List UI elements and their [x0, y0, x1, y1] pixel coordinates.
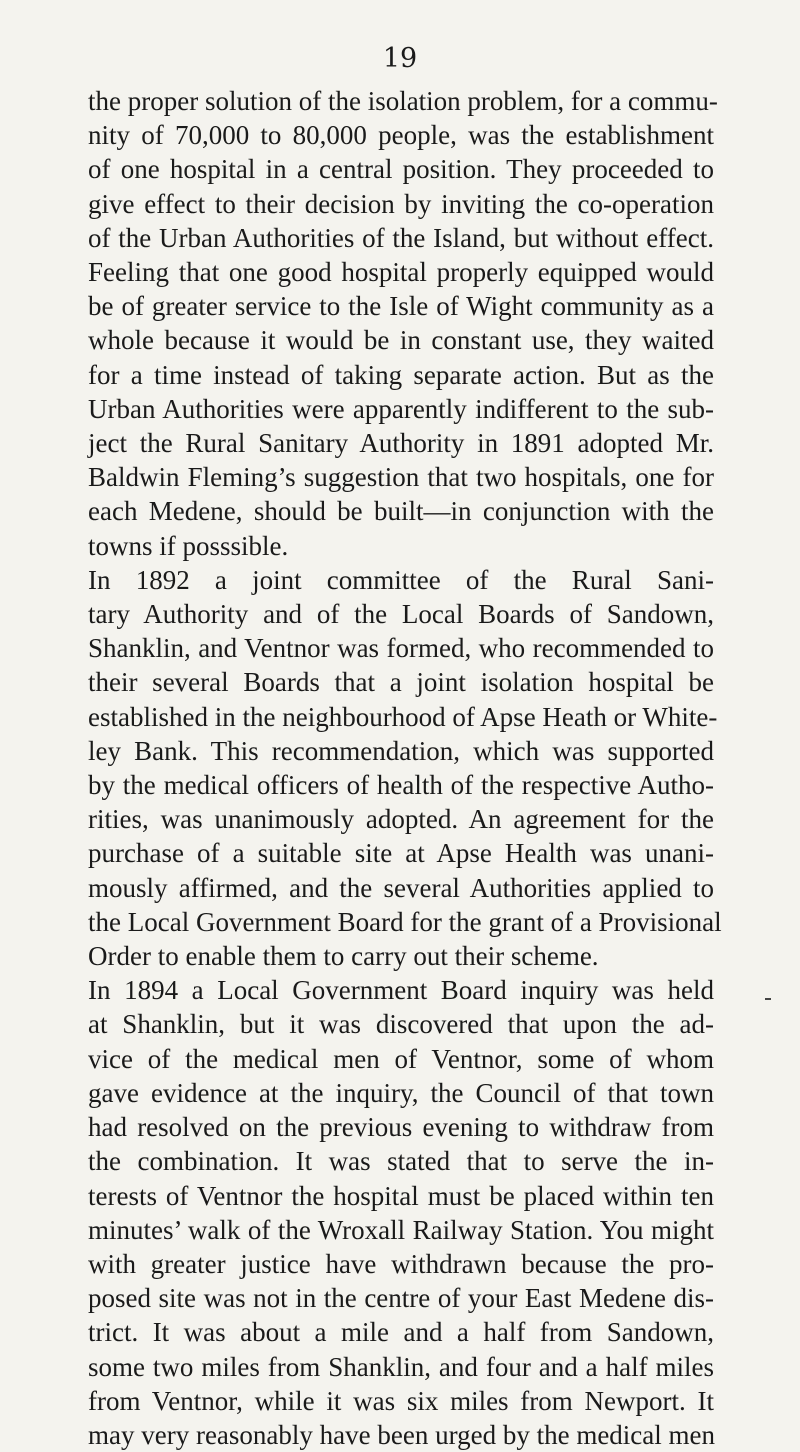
text-line: of one hospital in a central position. They proceeded to — [88, 154, 714, 185]
text-line: the proper solution of the isolation problem, for a commu- — [88, 86, 718, 116]
paragraph-3 — [88, 973, 714, 1452]
text-line: each Medene, should be built—in conjunction with the — [88, 496, 714, 527]
text-line: by the medical officers of health of the respective Autho- — [88, 770, 714, 801]
text-line: whole because it would be in constant use, they waited — [88, 325, 714, 356]
margin-mark — [765, 998, 771, 1000]
text-line: In 1892 a joint committee of the Rural Sani- — [88, 564, 714, 595]
text-line: mously affirmed, and the several Authorities applied to — [88, 872, 714, 903]
text-line: the combination. It was stated that to serve the in- — [88, 1146, 714, 1177]
text-line: Urban Authorities were apparently indifferent to the sub- — [88, 393, 714, 424]
text-line: established in the neighbourhood of Apse Heath or White- — [88, 701, 718, 732]
page-number: 19 — [382, 43, 418, 74]
text-line: had resolved on the previous evening to withdraw from — [88, 1112, 714, 1143]
text-line: Shanklin, and Ventnor was formed, who recommended to — [88, 633, 714, 664]
text-line: of the Urban Authorities of the Island, but without effect. — [88, 222, 714, 253]
text-line: towns if posssible. — [88, 530, 289, 561]
text-line: ject the Rural Sanitary Authority in 1891 adopted Mr. — [88, 428, 714, 459]
text-line: some two miles from Shanklin, and four and a half miles — [88, 1351, 714, 1382]
text-line: rities, was unanimously adopted. An agreement for the — [88, 804, 714, 835]
text-line: trict. It was about a mile and a half from Sandown, — [88, 1317, 714, 1348]
text-line: the Local Government Board for the grant of a Provisional — [88, 906, 722, 937]
text-line: give effect to their decision by inviting the co-operation — [88, 188, 714, 219]
text-line: nity of 70,000 to 80,000 people, was the establishment — [88, 120, 714, 151]
text-line: ley Bank. This recommendation, which was supported — [88, 735, 714, 766]
text-line: terests of Ventnor the hospital must be placed within ten — [88, 1180, 714, 1211]
text-line: gave evidence at the inquiry, the Council of that town — [88, 1077, 714, 1108]
text-line: Feeling that one good hospital properly equipped would — [88, 257, 714, 288]
text-line: be of greater service to the Isle of Wight community as a — [88, 291, 714, 322]
text-line: from Ventnor, while it was six miles from Newport. It — [88, 1385, 714, 1416]
text-line: with greater justice have withdrawn because the pro- — [88, 1248, 714, 1279]
text-line: posed site was not in the centre of your East Medene dis- — [88, 1283, 714, 1314]
text-line: for a time instead of taking separate action. But as the — [88, 359, 714, 390]
text-line: tary Authority and of the Local Boards of Sandown, — [88, 599, 714, 630]
text-line: vice of the medical men of Ventnor, some of whom — [88, 1043, 714, 1074]
text-line: minutes’ walk of the Wroxall Railway Station. You might — [88, 1214, 714, 1245]
body-text — [88, 84, 722, 1452]
paragraph-2 — [88, 563, 722, 973]
text-line: their several Boards that a joint isolation hospital be — [88, 667, 714, 698]
text-line: In 1894 a Local Government Board inquiry was held — [88, 975, 714, 1006]
text-line: purchase of a suitable site at Apse Health was unani- — [88, 838, 714, 869]
paragraph-1 — [88, 84, 718, 563]
text-line: may very reasonably have been urged by the medical men — [88, 1419, 716, 1450]
text-line: Baldwin Fleming’s suggestion that two hospitals, one for — [88, 462, 714, 493]
text-line: at Shanklin, but it was discovered that upon the ad- — [88, 1009, 714, 1040]
text-line: Order to enable them to carry out their scheme. — [88, 941, 599, 972]
